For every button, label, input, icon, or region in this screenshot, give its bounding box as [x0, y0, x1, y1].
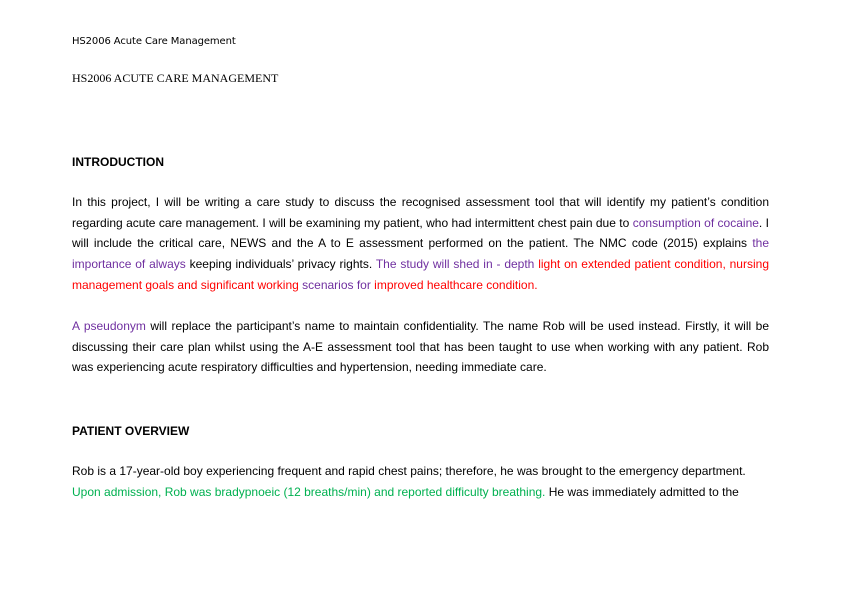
text-run: . I will include the critical care, NEWS and the A to E assessment performed on the patient. The NMC code (2015) explains — [72, 215, 769, 251]
highlighted-text-run: Upon admission, Rob was bradypnoeic (12 breaths/min) and reported difficulty breathing. — [72, 484, 546, 499]
introduction-paragraph-1 — [72, 192, 769, 296]
highlighted-text-run: consumption of cocaine — [632, 215, 759, 230]
document-title: HS2006 ACUTE CARE MANAGEMENT — [72, 71, 279, 85]
highlighted-text-run: light on — [534, 257, 582, 272]
highlighted-text-run: A pseudonym — [72, 319, 146, 333]
introduction-paragraph-2 — [72, 316, 769, 378]
highlighted-text-run: scenarios for — [298, 277, 371, 292]
text-run: He was immediately admitted to the — [545, 484, 739, 499]
patient-overview-paragraph — [72, 461, 769, 502]
highlighted-text-run: extended patient condition, nursing management goals and significant working — [72, 257, 769, 292]
highlighted-text-run: The study will shed in - depth — [375, 257, 535, 272]
patient-overview-heading: PATIENT OVERVIEW — [72, 424, 190, 438]
highlighted-text-run: improved healthcare condition. — [370, 277, 538, 292]
text-run: Rob is a 17-year-old boy experiencing frequent and rapid chest pains; therefore, he was brought to the emergency department. — [72, 464, 746, 478]
introduction-heading: INTRODUCTION — [72, 155, 164, 169]
text-run: will replace the participant’s name to maintain confidentiality. The name Rob will be used instead. Firstly, it will be discussing their care plan whilst using the A-E assessment tool that has been taught to use when working with any patient. Rob was experiencing acute respiratory difficulties and hypertension, needing immediate care. — [72, 319, 769, 375]
running-header: HS2006 Acute Care Management — [72, 36, 236, 47]
text-run: In this project, I will be writing a care study to discuss the recognised assessment tool that will identify my patient’s condition regarding acute care management. I will be examining my patient, who had intermittent chest pain due to — [72, 195, 769, 230]
text-run: keeping individuals’ privacy rights. — [185, 257, 376, 272]
highlighted-text-run: the importance of always — [72, 236, 769, 272]
